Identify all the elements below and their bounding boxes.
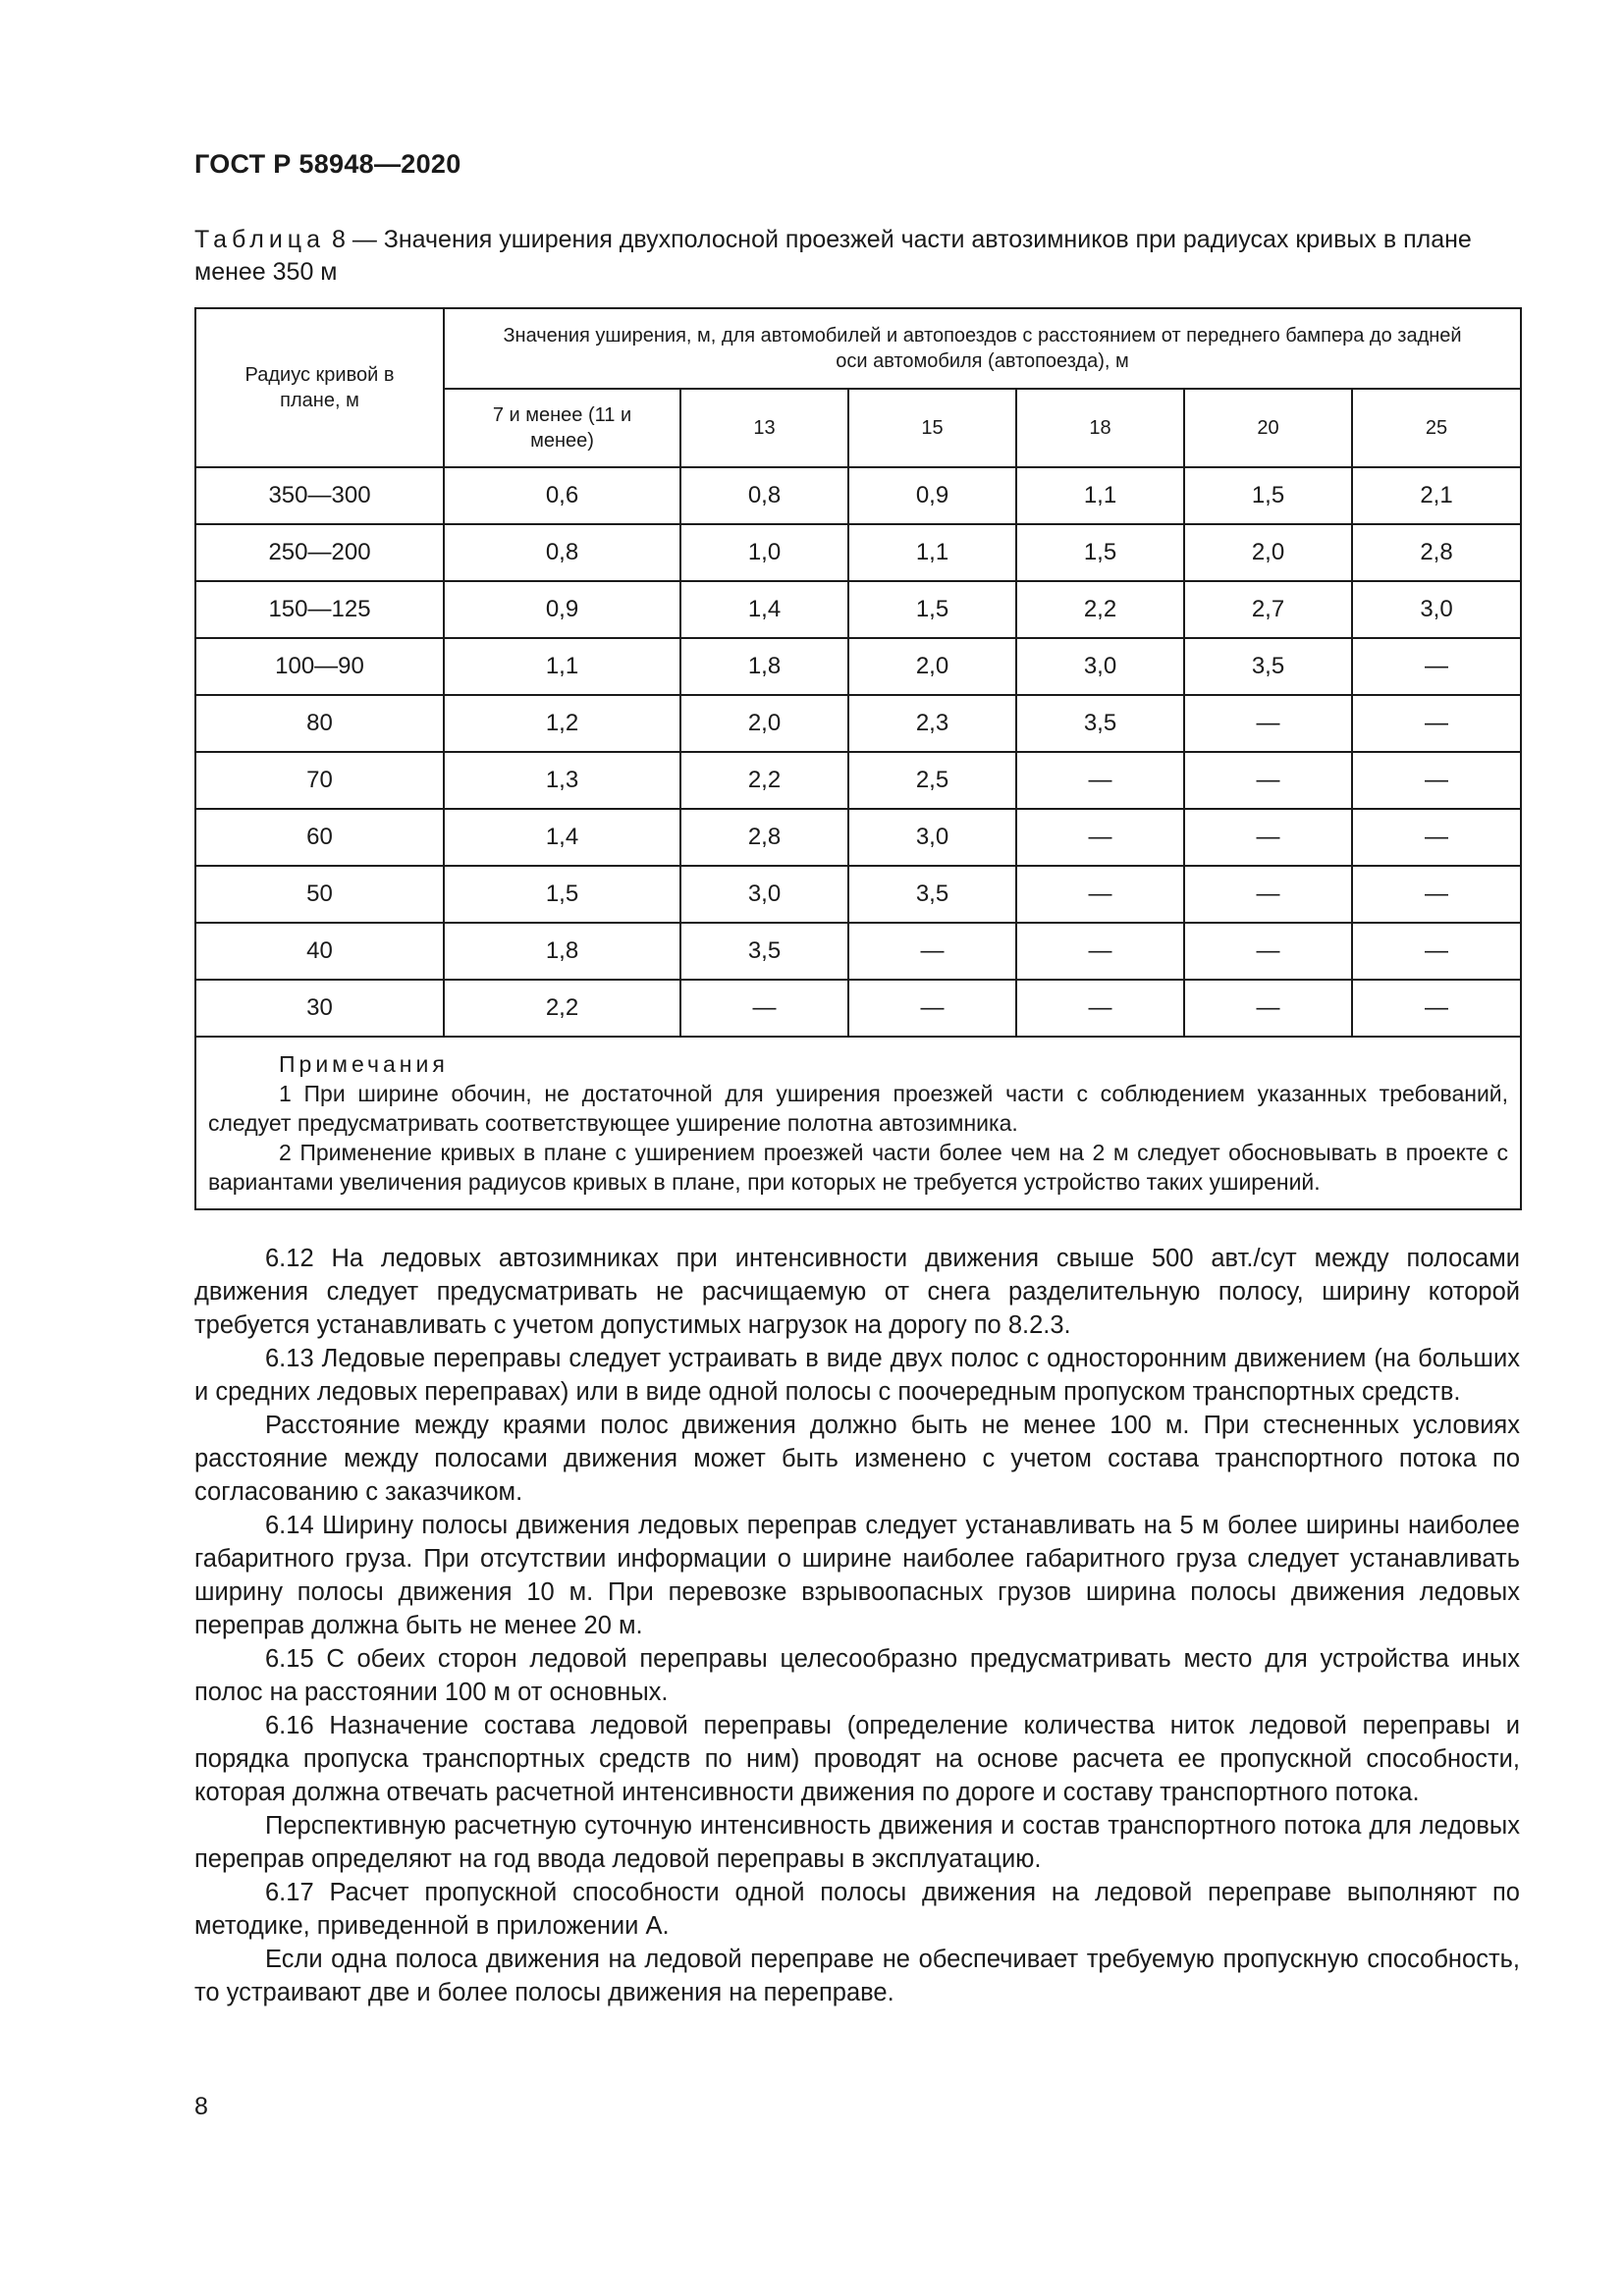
table-row: [195, 581, 1521, 638]
value-cell: 2,2: [680, 752, 848, 809]
value-cell: 1,5: [1184, 467, 1352, 524]
value-cell: 3,0: [1016, 638, 1184, 695]
value-cell: —: [1016, 809, 1184, 866]
document-code-header: ГОСТ Р 58948—2020: [194, 149, 461, 179]
table-row: [195, 752, 1521, 809]
value-cell: 3,5: [1184, 638, 1352, 695]
column-header: 18: [1016, 389, 1184, 467]
value-cell: 2,2: [444, 980, 680, 1037]
note-1: 1 При ширине обочин, не достаточной для уширения проезжей части с соблюдением указанных требований, следует предусматривать соответствующее уширение полотна автозимника.: [208, 1081, 1509, 1136]
table-body: [195, 467, 1521, 1037]
value-cell: 1,2: [444, 695, 680, 752]
value-cell: 2,0: [1184, 524, 1352, 581]
notes-title: Примечания: [279, 1051, 449, 1077]
table-row: [195, 923, 1521, 980]
value-cell: 2,7: [1184, 581, 1352, 638]
value-cell: —: [1352, 752, 1521, 809]
radius-cell: 70: [195, 752, 444, 809]
table-row: [195, 638, 1521, 695]
radius-cell: 80: [195, 695, 444, 752]
column-header: 7 и менее (11 и менее): [444, 389, 680, 467]
value-cell: 0,9: [848, 467, 1016, 524]
table-row: [195, 695, 1521, 752]
value-cell: —: [848, 980, 1016, 1037]
value-cell: 2,3: [848, 695, 1016, 752]
value-cell: 1,4: [680, 581, 848, 638]
value-cell: 0,8: [680, 467, 848, 524]
paragraph: 6.14 Ширину полосы движения ледовых переправ следует устанавливать на 5 м более ширины наиболее габаритного груза. При отсутствии информации о ширине наиболее габаритного груза следует устанавливать ширину полосы движения 10 м. При перевозке взрывоопасных грузов ширина полосы движения ледовых переправ должна быть не менее 20 м.: [194, 1512, 1520, 1639]
value-cell: —: [848, 923, 1016, 980]
paragraph: 6.15 С обеих сторон ледовой переправы целесообразно предусматривать место для устройства иных полос на расстоянии 100 м от основных.: [194, 1645, 1520, 1706]
value-cell: —: [680, 980, 848, 1037]
value-cell: 3,0: [680, 866, 848, 923]
radius-cell: 350—300: [195, 467, 444, 524]
value-cell: 1,8: [680, 638, 848, 695]
body-text: [194, 1242, 1520, 2009]
row-header-cell: [195, 308, 444, 467]
paragraph: Если одна полоса движения на ледовой переправе не обеспечивает требуемую пропускную способность, то устраивают две и более полосы движения на переправе.: [194, 1946, 1520, 2006]
radius-cell: 60: [195, 809, 444, 866]
value-cell: —: [1016, 866, 1184, 923]
paragraph: Расстояние между краями полос движения должно быть не менее 100 м. При стесненных условиях расстояние между полосами движения может быть изменено с учетом состава транспортного потока по согласованию с заказчиком.: [194, 1412, 1520, 1506]
table-row: [195, 980, 1521, 1037]
value-cell: 1,3: [444, 752, 680, 809]
table-row: [195, 866, 1521, 923]
column-header: 13: [680, 389, 848, 467]
table-caption-text: 8 — Значения уширения двухполосной проезжей части автозимников при радиусах кривых в плане менее 350 м: [194, 226, 1472, 286]
value-cell: —: [1352, 980, 1521, 1037]
value-cell: 1,5: [848, 581, 1016, 638]
page-number: 8: [194, 2093, 208, 2120]
value-cell: —: [1352, 695, 1521, 752]
value-cell: 0,6: [444, 467, 680, 524]
group-header-cell: [444, 308, 1521, 389]
radius-cell: 30: [195, 980, 444, 1037]
value-cell: —: [1184, 752, 1352, 809]
value-cell: 3,0: [848, 809, 1016, 866]
value-cell: 1,5: [444, 866, 680, 923]
table-caption-label: Таблица: [194, 226, 326, 253]
value-cell: —: [1352, 638, 1521, 695]
value-cell: 2,8: [680, 809, 848, 866]
notes-cell: [195, 1037, 1521, 1209]
value-cell: —: [1352, 809, 1521, 866]
paragraph: 6.12 На ледовых автозимниках при интенсивности движения свыше 500 авт./сут между полосами движения следует предусматривать не расчищаемую от снега разделительную полосу, ширину которой требуется устанавливать с учетом допустимых нагрузок на дорогу по 8.2.3.: [194, 1245, 1520, 1339]
value-cell: 1,5: [1016, 524, 1184, 581]
value-cell: 1,0: [680, 524, 848, 581]
paragraph: 6.16 Назначение состава ледовой переправы (определение количества ниток ледовой переправы и порядка пропуска транспортных средств по ним) проводят на основе расчета ее пропускной способности, которая должна отвечать расчетной интенсивности движения по дороге и составу транспортного потока.: [194, 1712, 1520, 1806]
value-cell: 2,0: [848, 638, 1016, 695]
radius-cell: 150—125: [195, 581, 444, 638]
value-cell: 0,8: [444, 524, 680, 581]
column-header: 15: [848, 389, 1016, 467]
value-cell: —: [1352, 923, 1521, 980]
value-cell: 2,8: [1352, 524, 1521, 581]
table-row: [195, 467, 1521, 524]
radius-cell: 250—200: [195, 524, 444, 581]
value-cell: 3,5: [1016, 695, 1184, 752]
value-cell: 0,9: [444, 581, 680, 638]
value-cell: 1,1: [444, 638, 680, 695]
radius-cell: 40: [195, 923, 444, 980]
radius-cell: 100—90: [195, 638, 444, 695]
value-cell: —: [1016, 923, 1184, 980]
column-header: 20: [1184, 389, 1352, 467]
value-cell: 2,2: [1016, 581, 1184, 638]
value-cell: —: [1184, 695, 1352, 752]
table-caption: [194, 224, 1520, 289]
value-cell: 1,1: [1016, 467, 1184, 524]
radius-cell: 50: [195, 866, 444, 923]
column-header: 25: [1352, 389, 1521, 467]
value-cell: 1,1: [848, 524, 1016, 581]
row-header-label: Радиус кривой в плане, м: [244, 364, 395, 411]
value-cell: 2,1: [1352, 467, 1521, 524]
table-row: [195, 524, 1521, 581]
value-cell: 3,0: [1352, 581, 1521, 638]
value-cell: 2,5: [848, 752, 1016, 809]
value-cell: 3,5: [680, 923, 848, 980]
group-header-label: Значения уширения, м, для автомобилей и автопоездов с расстоянием от переднего бампера до задней оси автомобиля (автопоезда), м: [503, 325, 1462, 372]
value-cell: —: [1184, 809, 1352, 866]
value-cell: 2,0: [680, 695, 848, 752]
value-cell: 3,5: [848, 866, 1016, 923]
widening-table: [194, 307, 1522, 1210]
paragraph: 6.17 Расчет пропускной способности одной полосы движения на ледовой переправе выполняют по методике, приведенной в приложении А.: [194, 1879, 1520, 1940]
paragraph: 6.13 Ледовые переправы следует устраивать в виде двух полос с односторонним движением (на больших и средних ледовых переправах) или в виде одной полосы с поочередным пропуском транспортных средств.: [194, 1345, 1520, 1406]
value-cell: —: [1184, 866, 1352, 923]
value-cell: —: [1016, 752, 1184, 809]
value-cell: 1,8: [444, 923, 680, 980]
value-cell: —: [1184, 923, 1352, 980]
value-cell: —: [1016, 980, 1184, 1037]
value-cell: 1,4: [444, 809, 680, 866]
note-2: 2 Применение кривых в плане с уширением проезжей части более чем на 2 м следует обосновывать в проекте с вариантами увеличения радиусов кривых в плане, при которых не требуется устройство таких уширений.: [208, 1140, 1509, 1195]
paragraph: Перспективную расчетную суточную интенсивность движения и состав транспортного потока для ледовых переправ определяют на год ввода ледовой переправы в эксплуатацию.: [194, 1812, 1520, 1873]
value-cell: —: [1352, 866, 1521, 923]
value-cell: —: [1184, 980, 1352, 1037]
table-row: [195, 809, 1521, 866]
